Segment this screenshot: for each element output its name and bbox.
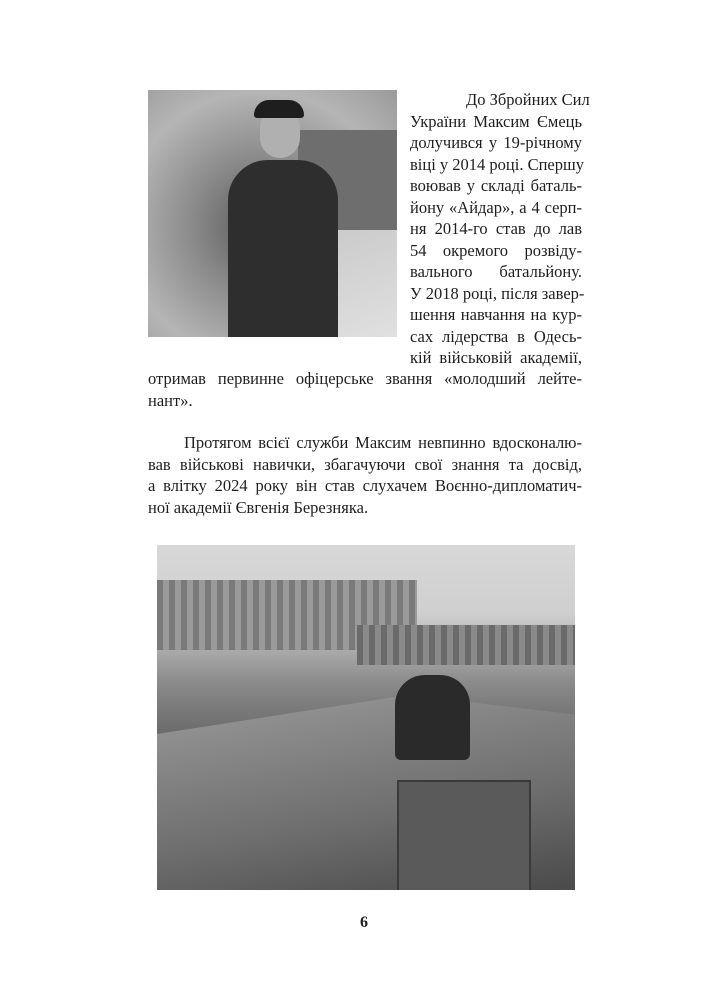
- text-line: ної академії Євгенія Березняка.: [148, 497, 369, 517]
- text-line: Протягом всієї служби Максим невпинно вдосконалю-: [184, 433, 582, 452]
- paragraph-2: [148, 432, 582, 518]
- text-line: До Збройних Сил: [466, 90, 590, 109]
- text-line: 54 окремого розвіду-: [410, 240, 582, 260]
- page-number: 6: [360, 914, 368, 931]
- text-line: кій військовій академії,: [410, 348, 582, 367]
- text-line: віці у 2014 році. Спершу: [410, 154, 584, 174]
- text-line: вав військові навички, збагачуючи свої знання та досвід,: [148, 454, 582, 474]
- paragraph-1-wrapped: [410, 89, 590, 369]
- paragraph-1-full: [148, 368, 582, 411]
- text-line: України Максим Ємець: [410, 111, 582, 131]
- text-line: отримав первинне офіцерське звання «молодший лейте-: [148, 369, 582, 388]
- text-line: а влітку 2024 року він став слухачем Воєнно-дипломатич-: [148, 476, 582, 495]
- text-line: шення навчання на кур-: [410, 305, 582, 324]
- text-line: нант».: [148, 390, 193, 410]
- portrait-photo: [148, 90, 397, 337]
- text-line: воював у складі баталь-: [410, 176, 582, 195]
- text-line: У 2018 році, після завер-: [410, 283, 585, 303]
- tank-photo: [157, 545, 575, 890]
- text-line: сах лідерства в Одесь-: [410, 326, 582, 346]
- text-line: долучився у 19-річному: [410, 133, 582, 152]
- text-line: йону «Айдар», а 4 серп-: [410, 197, 582, 217]
- text-line: вального батальйону.: [410, 262, 582, 281]
- text-line: ня 2014-го став до лав: [410, 219, 582, 238]
